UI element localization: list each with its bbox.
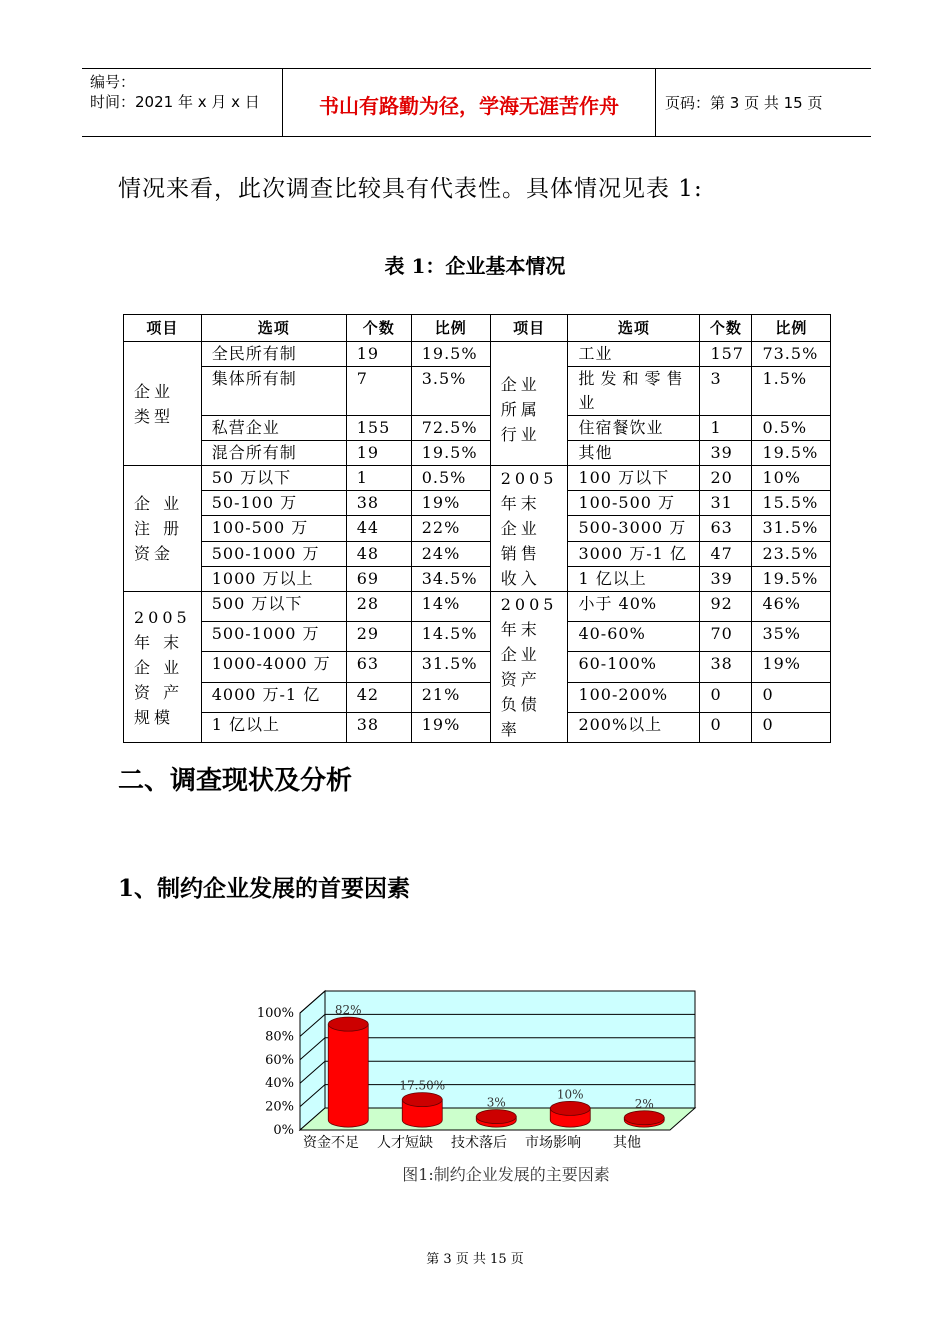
table-cell: 38 [700,652,752,682]
table-row [124,566,831,591]
x-tick-label: 其他 [613,1135,641,1151]
table-cell: 40-60% [568,622,700,652]
table-cell: 200%以上 [568,712,700,742]
table-cell: 其他 [568,441,700,466]
table-row [124,712,831,742]
table-cell: 工业 [568,342,700,367]
table-row [124,342,831,367]
chart-bar-top [328,1017,368,1031]
chart-bar [328,1017,368,1127]
data-label: 17.50% [399,1078,446,1093]
x-tick-label: 资金不足 [303,1135,359,1151]
table-cell: 28 [346,592,411,622]
table-row [124,682,831,712]
table-row [124,516,831,541]
chart-bar-top [402,1093,442,1107]
table-cell: 21% [411,682,490,712]
table-cell: 92 [700,592,752,622]
column-header: 选项 [201,315,346,342]
document-date: 时间：2021 年 x 月 x 日 [90,93,260,111]
column-header: 比例 [752,315,831,342]
table-cell: 34.5% [411,566,490,591]
table-cell: 全民所有制 [201,342,346,367]
table-cell: 500 万以下 [201,592,346,622]
table-cell: 500-1000 万 [201,541,346,566]
header-meta [90,72,260,112]
table-cell: 19% [411,712,490,742]
table-cell: 10% [752,466,831,491]
table-cell: 69 [346,566,411,591]
table-cell: 500-3000 万 [568,516,700,541]
table-row [124,416,831,441]
table-title: 表 1：企业基本情况 [384,254,566,278]
table-cell: 14.5% [411,622,490,652]
table-row [124,652,831,682]
table-cell: 0 [752,682,831,712]
table-cell: 批发和零售业 [568,367,700,416]
data-label: 10% [556,1087,584,1102]
enterprise-info-table [123,314,831,743]
table-cell: 60-100% [568,652,700,682]
table-cell: 14% [411,592,490,622]
group-label: 2005 年末企业资产负债率 [490,592,568,743]
y-tick-label: 60% [265,1052,294,1068]
y-tick-label: 40% [265,1076,294,1092]
table-cell: 63 [346,652,411,682]
table-cell: 157 [700,342,752,367]
header-page-number: 页码：第 3 页 共 15 页 [665,94,823,112]
y-tick-label: 20% [265,1099,294,1115]
table-cell: 1 亿以上 [568,566,700,591]
table-cell: 0.5% [752,416,831,441]
chart-bar-top [550,1101,590,1115]
column-header: 个数 [346,315,411,342]
table-cell: 47 [700,541,752,566]
header-bottom-rule [82,136,871,137]
table-cell: 48 [346,541,411,566]
group-label: 2005 年 末 企 业 资 产 规模 [124,592,202,743]
column-header: 个数 [700,315,752,342]
table-cell: 100-500 万 [568,491,700,516]
data-label: 82% [334,1003,362,1018]
table-cell: 29 [346,622,411,652]
table-cell: 19% [752,652,831,682]
x-tick-label: 人才短缺 [377,1135,433,1151]
table-cell: 22% [411,516,490,541]
table-cell: 19.5% [752,441,831,466]
table-header-row [124,315,831,342]
table-cell: 1.5% [752,367,831,416]
table-cell: 44 [346,516,411,541]
table-cell: 42 [346,682,411,712]
column-header: 选项 [568,315,700,342]
table-cell: 155 [346,416,411,441]
group-label: 2005 年末企业销售收入 [490,466,568,592]
table-row [124,466,831,491]
header-motto: 书山有路勤为径，学海无涯苦作舟 [319,94,619,118]
table-cell: 19% [411,491,490,516]
table-row [124,541,831,566]
chart-side-wall [300,991,325,1130]
table-cell: 4000 万-1 亿 [201,682,346,712]
table-cell: 500-1000 万 [201,622,346,652]
table-cell: 20 [700,466,752,491]
table-cell: 50-100 万 [201,491,346,516]
chart-bar [550,1101,590,1127]
header-divider [655,68,656,136]
table-cell: 3 [700,367,752,416]
chart-bar-top [624,1111,664,1125]
table-cell: 46% [752,592,831,622]
table-cell: 50 万以下 [201,466,346,491]
table-cell: 38 [346,712,411,742]
table-cell: 31 [700,491,752,516]
chart-bar [476,1110,516,1128]
table-cell: 39 [700,441,752,466]
y-tick-label: 80% [265,1029,294,1045]
page-footer: 第 3 页 共 15 页 [426,1252,524,1267]
table-cell: 1 亿以上 [201,712,346,742]
table-cell: 0 [752,712,831,742]
table-cell: 100-200% [568,682,700,712]
column-header: 项目 [124,315,202,342]
table-cell: 7 [346,367,411,416]
table-row [124,491,831,516]
table-cell: 19 [346,441,411,466]
table-cell: 3.5% [411,367,490,416]
table-row [124,367,831,416]
table-cell: 19 [346,342,411,367]
table-row [124,441,831,466]
table-cell: 私营企业 [201,416,346,441]
table-cell: 1 [346,466,411,491]
x-tick-label: 市场影响 [525,1135,581,1151]
chart-bar-body [328,1024,368,1127]
data-label: 2% [634,1096,654,1111]
table-cell: 72.5% [411,416,490,441]
intro-paragraph: 情况来看，此次调查比较具有代表性。具体情况见表 1: [118,176,703,202]
table-cell: 38 [346,491,411,516]
table-cell: 小于 40% [568,592,700,622]
table-row [124,592,831,622]
table-cell: 住宿餐饮业 [568,416,700,441]
chart-bar-top [476,1110,516,1124]
table-cell: 15.5% [752,491,831,516]
table-cell: 63 [700,516,752,541]
section-heading: 二、调查现状及分析 [118,766,353,796]
document-number-label: 编号： [90,73,136,91]
table-cell: 3000 万-1 亿 [568,541,700,566]
group-label: 企业所属行业 [490,342,568,466]
x-tick-label: 技术落后 [451,1135,507,1151]
group-label: 企业类型 [124,342,202,466]
table-cell: 31.5% [752,516,831,541]
figure-caption: 图1:制约企业发展的主要因素 [402,1165,610,1184]
y-tick-label: 100% [256,1006,294,1021]
table-cell: 1 [700,416,752,441]
chart-bar [624,1111,664,1127]
table-cell: 0.5% [411,466,490,491]
table-cell: 0 [700,712,752,742]
table-cell: 1000-4000 万 [201,652,346,682]
table-cell: 19.5% [411,342,490,367]
table-cell: 73.5% [752,342,831,367]
table-cell: 混合所有制 [201,441,346,466]
y-tick-label: 0% [273,1123,294,1138]
table-cell: 31.5% [411,652,490,682]
chart-bar [402,1093,442,1127]
column-header: 比例 [411,315,490,342]
table-cell: 0 [700,682,752,712]
table-cell: 集体所有制 [201,367,346,416]
table-cell: 23.5% [752,541,831,566]
table-cell: 100-500 万 [201,516,346,541]
table-cell: 39 [700,566,752,591]
group-label: 企 业 注 册 资金 [124,466,202,592]
table-cell: 24% [411,541,490,566]
table-row [124,622,831,652]
table-cell: 19.5% [411,441,490,466]
table-cell: 100 万以下 [568,466,700,491]
table-cell: 19.5% [752,566,831,591]
table-cell: 70 [700,622,752,652]
header-top-rule [82,68,871,69]
data-label: 3% [486,1095,506,1110]
constraint-factors-chart [250,980,710,1160]
subsection-heading: 1、制约企业发展的首要因素 [118,875,411,902]
chart-back-wall [325,991,695,1108]
column-header: 项目 [490,315,568,342]
table-cell: 35% [752,622,831,652]
table-cell: 1000 万以上 [201,566,346,591]
